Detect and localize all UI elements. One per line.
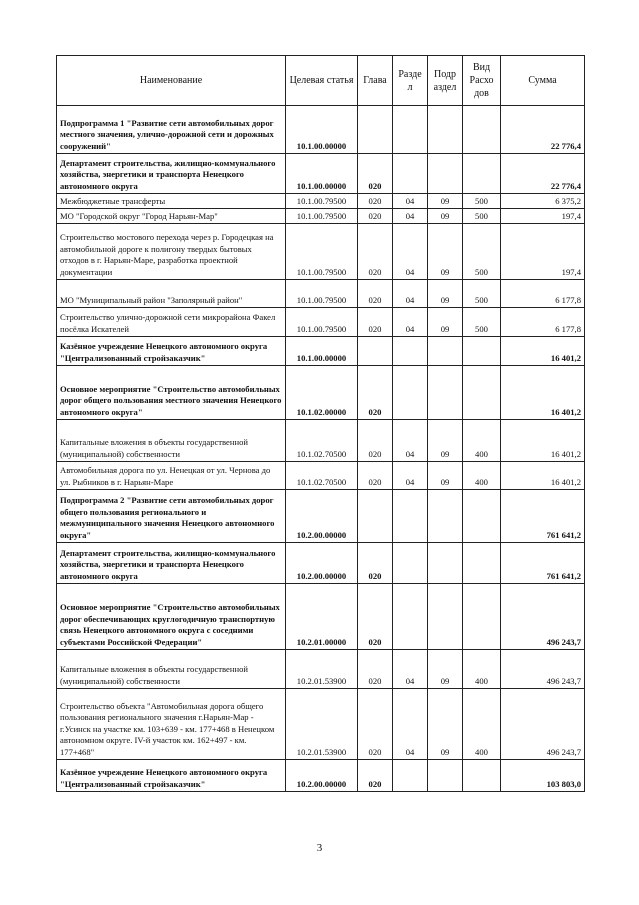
row-section — [393, 490, 428, 543]
row-chapter: 020 — [358, 584, 393, 650]
row-sum: 6 177,8 — [501, 280, 585, 308]
row-subsection — [428, 154, 463, 194]
row-sum: 761 641,2 — [501, 490, 585, 543]
row-section: 04 — [393, 280, 428, 308]
row-type: 500 — [463, 209, 501, 224]
header-subsection: Подр аздел — [428, 56, 463, 106]
row-type — [463, 490, 501, 543]
row-sum: 496 243,7 — [501, 650, 585, 689]
row-section — [393, 584, 428, 650]
row-section — [393, 106, 428, 154]
row-chapter: 020 — [358, 308, 393, 337]
row-section — [393, 337, 428, 366]
table-row — [57, 106, 585, 154]
row-article: 10.1.00.79500 — [286, 280, 358, 308]
row-chapter: 020 — [358, 462, 393, 490]
row-article: 10.2.00.00000 — [286, 760, 358, 792]
table-row — [57, 337, 585, 366]
row-subsection — [428, 106, 463, 154]
table-row — [57, 280, 585, 308]
row-name: Департамент строительства, жилищно-коммунального хозяйства, энергетики и транспорта Ненецкого автономного округа — [57, 543, 286, 584]
row-sum: 496 243,7 — [501, 689, 585, 760]
row-name: Строительство объекта "Автомобильная дорога общего пользования регионального значения г.Нарьян-Мар - г.Усинск на участке км. 103+639 - км. 177+468 в Ненецком автономном округе. IV-й участок км. 162+497 - км. 177+468" — [57, 689, 286, 760]
row-section: 04 — [393, 689, 428, 760]
row-sum: 197,4 — [501, 209, 585, 224]
row-name: Строительство мостового перехода через р. Городецкая на автомобильной дороге к полигону твердых бытовых отходов в г. Нарьян-Маре, разработка проектной документации — [57, 224, 286, 280]
row-article: 10.1.00.79500 — [286, 194, 358, 209]
row-name: Казённое учреждение Ненецкого автономного округа "Централизованный стройзаказчик" — [57, 760, 286, 792]
row-name: Строительство улично-дорожной сети микрорайона Факел посёлка Искателей — [57, 308, 286, 337]
row-section: 04 — [393, 308, 428, 337]
row-sum: 197,4 — [501, 224, 585, 280]
row-article: 10.1.02.70500 — [286, 462, 358, 490]
row-article: 10.1.00.00000 — [286, 337, 358, 366]
row-subsection — [428, 337, 463, 366]
row-type: 500 — [463, 308, 501, 337]
table-row — [57, 543, 585, 584]
row-type — [463, 154, 501, 194]
row-chapter — [358, 490, 393, 543]
row-chapter: 020 — [358, 689, 393, 760]
budget-table — [56, 55, 585, 792]
row-chapter: 020 — [358, 650, 393, 689]
table-row — [57, 584, 585, 650]
row-type — [463, 584, 501, 650]
row-sum: 16 401,2 — [501, 337, 585, 366]
row-article: 10.2.00.00000 — [286, 543, 358, 584]
row-sum: 22 776,4 — [501, 106, 585, 154]
row-sum: 22 776,4 — [501, 154, 585, 194]
row-article: 10.1.02.70500 — [286, 420, 358, 462]
row-chapter: 020 — [358, 154, 393, 194]
row-subsection: 09 — [428, 280, 463, 308]
table-row — [57, 420, 585, 462]
row-subsection: 09 — [428, 224, 463, 280]
table-row — [57, 308, 585, 337]
row-article: 10.1.00.79500 — [286, 224, 358, 280]
row-sum: 6 177,8 — [501, 308, 585, 337]
row-sum: 6 375,2 — [501, 194, 585, 209]
row-subsection: 09 — [428, 194, 463, 209]
row-subsection — [428, 584, 463, 650]
row-chapter: 020 — [358, 224, 393, 280]
row-chapter: 020 — [358, 194, 393, 209]
header-section: Разде л — [393, 56, 428, 106]
row-type: 500 — [463, 224, 501, 280]
row-article: 10.1.00.79500 — [286, 209, 358, 224]
row-name: Межбюджетные трансферты — [57, 194, 286, 209]
table-row — [57, 490, 585, 543]
row-subsection: 09 — [428, 308, 463, 337]
row-section — [393, 760, 428, 792]
row-chapter: 020 — [358, 209, 393, 224]
table-row — [57, 689, 585, 760]
row-subsection: 09 — [428, 650, 463, 689]
row-type — [463, 106, 501, 154]
table-header-row — [57, 56, 585, 106]
table-row — [57, 194, 585, 209]
row-name: Автомобильная дорога по ул. Ненецкая от ул. Чернова до ул. Рыбников в г. Нарьян-Маре — [57, 462, 286, 490]
row-article: 10.1.02.00000 — [286, 366, 358, 420]
header-expense-type: Вид Расхо дов — [463, 56, 501, 106]
row-type: 400 — [463, 650, 501, 689]
row-sum: 16 401,2 — [501, 462, 585, 490]
row-name: Подпрограмма 1 "Развитие сети автомобильных дорог местного значения, улично-дорожной сети и дорожных сооружений" — [57, 106, 286, 154]
row-type: 500 — [463, 280, 501, 308]
row-name: Казённое учреждение Ненецкого автономного округа "Централизованный стройзаказчик" — [57, 337, 286, 366]
row-subsection — [428, 760, 463, 792]
row-article: 10.2.01.00000 — [286, 584, 358, 650]
header-chapter: Глава — [358, 56, 393, 106]
row-subsection — [428, 543, 463, 584]
row-sum: 16 401,2 — [501, 366, 585, 420]
row-type — [463, 337, 501, 366]
row-name: Подпрограмма 2 "Развитие сети автомобильных дорог общего пользования регионального и межмуниципального значения Ненецкого автономного округа" — [57, 490, 286, 543]
row-chapter: 020 — [358, 543, 393, 584]
row-subsection: 09 — [428, 462, 463, 490]
row-name: МО "Муниципальный район "Заполярный район" — [57, 280, 286, 308]
row-section: 04 — [393, 420, 428, 462]
row-article: 10.1.00.00000 — [286, 154, 358, 194]
row-article: 10.2.01.53900 — [286, 689, 358, 760]
row-sum: 496 243,7 — [501, 584, 585, 650]
row-type: 500 — [463, 194, 501, 209]
row-type — [463, 366, 501, 420]
row-chapter: 020 — [358, 420, 393, 462]
table-row — [57, 462, 585, 490]
row-article: 10.1.00.79500 — [286, 308, 358, 337]
row-subsection: 09 — [428, 209, 463, 224]
row-section: 04 — [393, 224, 428, 280]
row-section: 04 — [393, 209, 428, 224]
row-sum: 103 803,0 — [501, 760, 585, 792]
row-article: 10.2.01.53900 — [286, 650, 358, 689]
row-subsection — [428, 366, 463, 420]
row-section — [393, 366, 428, 420]
row-chapter: 020 — [358, 760, 393, 792]
row-section — [393, 543, 428, 584]
table-row — [57, 366, 585, 420]
row-name: Основное мероприятие "Строительство автомобильных дорог общего пользования местного значения Ненецкого автономного округа" — [57, 366, 286, 420]
row-section: 04 — [393, 462, 428, 490]
table-row — [57, 209, 585, 224]
row-subsection: 09 — [428, 689, 463, 760]
page-number: 3 — [316, 842, 323, 854]
row-sum: 761 641,2 — [501, 543, 585, 584]
row-type: 400 — [463, 462, 501, 490]
row-name: Департамент строительства, жилищно-коммунального хозяйства, энергетики и транспорта Ненецкого автономного округа — [57, 154, 286, 194]
row-section: 04 — [393, 650, 428, 689]
row-type — [463, 760, 501, 792]
row-subsection: 09 — [428, 420, 463, 462]
row-chapter: 020 — [358, 280, 393, 308]
table-row — [57, 650, 585, 689]
row-article: 10.2.00.00000 — [286, 490, 358, 543]
row-name: Капитальные вложения в объекты государственной (муниципальной) собственности — [57, 420, 286, 462]
row-name: Основное мероприятие "Строительство автомобильных дорог обеспечивающих круглогодичную транспортную связь Ненецкого автономного округа с соседними субъектами Российской Федерации" — [57, 584, 286, 650]
row-subsection — [428, 490, 463, 543]
row-section: 04 — [393, 194, 428, 209]
header-article: Целевая статья — [286, 56, 358, 106]
row-type — [463, 543, 501, 584]
row-type: 400 — [463, 420, 501, 462]
table-row — [57, 760, 585, 792]
row-name: Капитальные вложения в объекты государственной (муниципальной) собственности — [57, 650, 286, 689]
header-name: Наименование — [57, 56, 286, 106]
row-section — [393, 154, 428, 194]
header-sum: Сумма — [501, 56, 585, 106]
row-type: 400 — [463, 689, 501, 760]
table-row — [57, 154, 585, 194]
row-chapter — [358, 106, 393, 154]
row-sum: 16 401,2 — [501, 420, 585, 462]
row-chapter — [358, 337, 393, 366]
row-name: МО "Городской округ "Город Нарьян-Мар" — [57, 209, 286, 224]
row-chapter: 020 — [358, 366, 393, 420]
table-row — [57, 224, 585, 280]
row-article: 10.1.00.00000 — [286, 106, 358, 154]
